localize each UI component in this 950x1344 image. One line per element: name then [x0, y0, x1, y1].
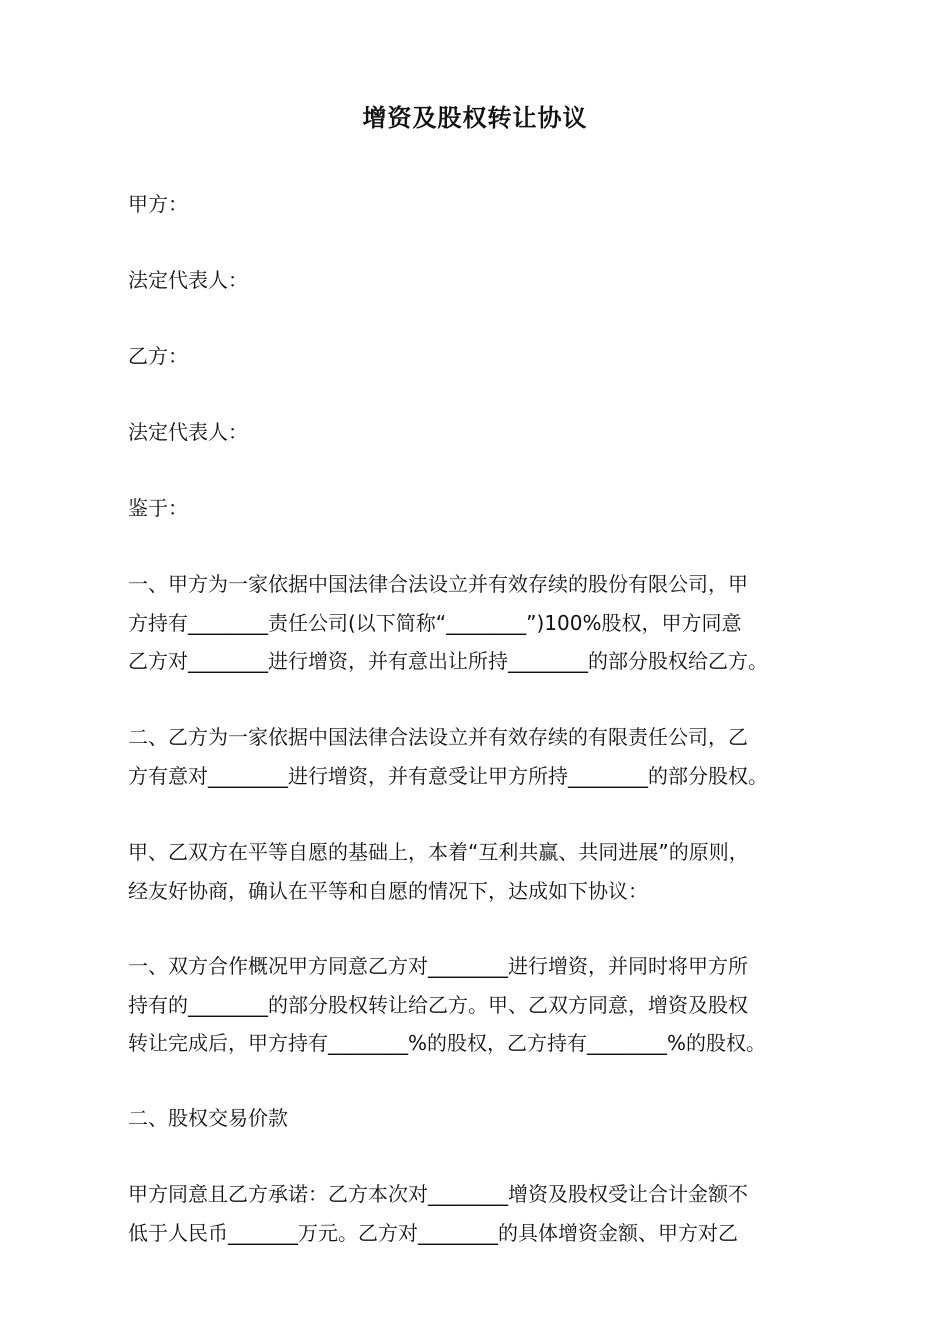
- paragraph-line: 经友好协商，确认在平等和自愿的情况下，达成如下协议：: [128, 878, 648, 903]
- party-a-representative-label: 法定代表人：: [128, 268, 248, 292]
- paragraph-line: 转让完成后，甲方持有________%的股权，乙方持有________%的股权。: [128, 1031, 767, 1055]
- paragraph-line: 甲、乙双方在平等自愿的基础上，本着“互利共赢、共同进展”的原则，: [128, 840, 749, 864]
- party-b-representative-label: 法定代表人：: [128, 420, 248, 444]
- document-title: 增资及股权转让协议: [362, 104, 588, 132]
- paragraph-line: 二、乙方为一家依据中国法律合法设立并有效存续的有限责任公司，乙: [128, 725, 748, 749]
- party-b-label: 乙方：: [128, 344, 188, 368]
- clause-2-heading: 二、股权交易价款: [128, 1106, 288, 1130]
- paragraph-line: 低于人民币_______万元。乙方对________的具体增资金额、甲方对乙: [128, 1220, 738, 1245]
- whereas-heading: 鉴于：: [128, 496, 188, 520]
- paragraph-line: 持有的________的部分股权转让给乙方。甲、乙双方同意，增资及股权: [128, 992, 748, 1017]
- agreement-intro: [128, 833, 838, 910]
- paragraph-line: 方有意对________进行增资，并有意受让甲方所持________的部分股权。: [128, 763, 768, 788]
- paragraph-line: 甲方同意且乙方承诺：乙方本次对________增资及股权受让合计金额不: [128, 1182, 748, 1206]
- paragraph-line: 一、双方合作概况甲方同意乙方对________进行增资，并同时将甲方所: [128, 954, 748, 978]
- recital-2: [128, 718, 838, 795]
- clause-2-body: [128, 1175, 838, 1252]
- clause-1: [128, 947, 838, 1063]
- paragraph-line: 一、甲方为一家依据中国法律合法设立并有效存续的股份有限公司，甲: [128, 572, 748, 596]
- party-a-label: 甲方：: [128, 192, 188, 216]
- recital-1: [128, 565, 838, 681]
- paragraph-line: 方持有________责任公司(以下简称“________”)100%股权，甲方同意: [128, 610, 742, 635]
- paragraph-line: 乙方对________进行增资，并有意出让所持________的部分股权给乙方。: [128, 649, 768, 673]
